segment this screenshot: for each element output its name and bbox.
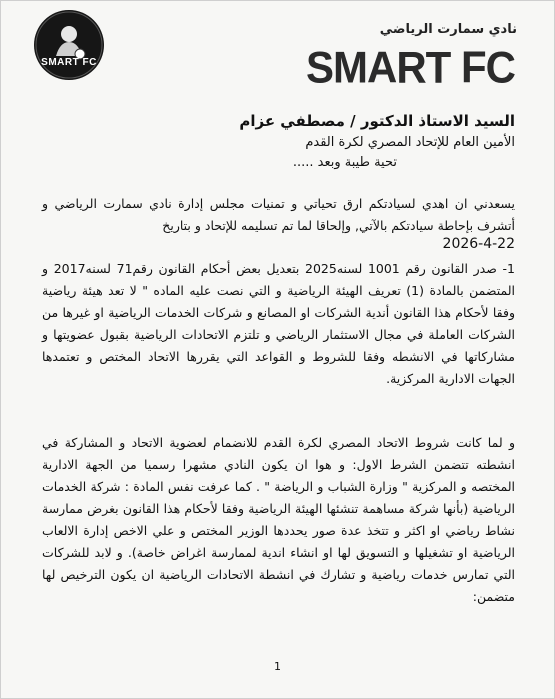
recipient-title: الأمين العام للإتحاد المصري لكرة القدم xyxy=(305,135,515,150)
page-number: 1 xyxy=(274,660,281,673)
clause-2-paragraph: و لما كانت شروط الاتحاد المصري لكرة القدم للانضمام لعضوية الاتحاد و المشاركة في انشطته تتضمن الشرط الاول: و هوا ان يكون النادي مشهرا رسميا من الجهة الادارية المختصه و المركزية " وزارة الشباب و الرياضة " . كما عرفت نفس المادة : شركة الخدمات الرياضية (بأنها شركة مساهمة تنشئها الهيئة الرياضية وفقا لأحكام هذا القانون بغرض ممارسة نشاط رياضي او اكثر و تتخذ عدة صور يحددها الوزير المختص و علي الاخص إدارة الالعاب الرياضية او تشغيلها و التسويق لها او انشاء اندية لممارسة اغراض خاصة). و لابد للشركات التي تمارس خدمات رياضية و تشارك في انشطة الاتحادات الرياضية ان يكون الترخيص لها متضمن: xyxy=(42,435,515,604)
club-name-english: SMART FC xyxy=(306,42,515,93)
club-seal-logo xyxy=(34,10,104,80)
greeting: تحية طيبة وبعد ..... xyxy=(292,155,397,170)
intro-paragraph: يسعدني ان اهدي لسيادتكم ارق تحياتي و تمنيات مجلس إدارة نادي سمارت الرياضي و أتشرف بإحاطة سيادتكم بالآتي, وإلحاقا لما تم تسليمه للإتحاد و بتاريخ xyxy=(42,196,515,233)
letter-date: 2026-4-22 xyxy=(442,236,515,252)
clause-1-paragraph: 1- صدر القانون رقم 1001 لسنه2025 بتعديل بعض أحكام القانون رقم71 لسنه2017 و المتضمن بالمادة (1) تعريف الهيئة الرياضية و التي نصت عليه الماده " لا تعد هيئة رياضية وفقا لأحكام هذا القانون أندية الشركات او المصانع و شركات الخدمات الرياضية او غيرها من الشركات العاملة في مجال الاستثمار الرياضي و تلتزم الاتحادات الرياضية بقبول عضويتها و مشاركاتها في الانشطه وفقا للشروط و القواعد التي يقررها الاتحاد المختص و تعتمدها الجهات الادارية المركزية. xyxy=(42,261,516,386)
recipient-name: السيد الاستاذ الدكتور / مصطفي عزام xyxy=(239,112,515,130)
player-emblem-icon xyxy=(34,10,104,80)
seal-text: SMART FC xyxy=(41,57,97,68)
club-name-arabic: نادي سمارت الرياضي xyxy=(379,22,517,37)
